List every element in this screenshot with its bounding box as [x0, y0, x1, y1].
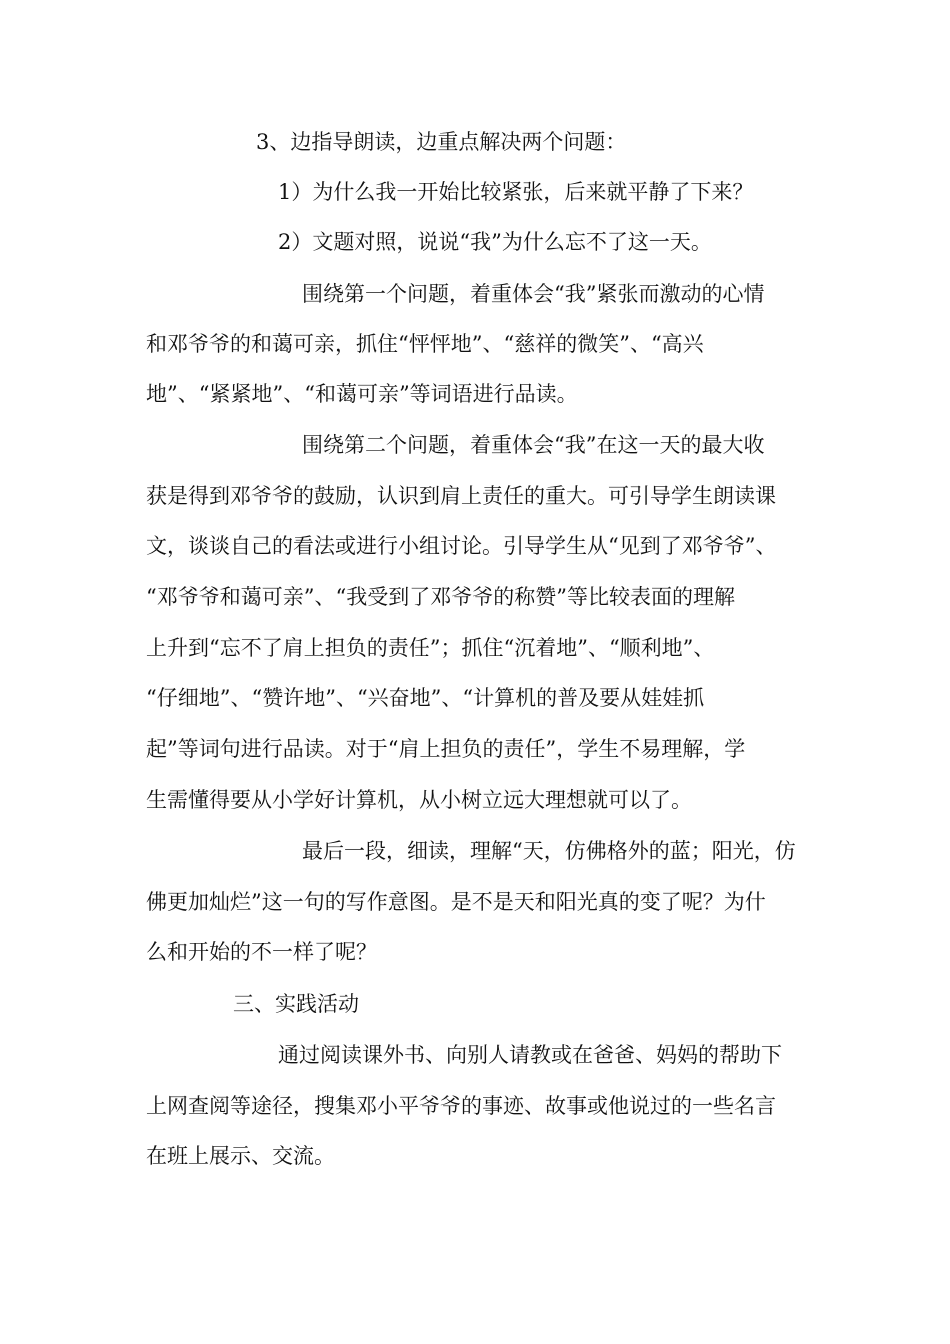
paragraph-line: 最后一段，细读，理解“天，仿佛格外的蓝；阳光，仿: [302, 839, 796, 863]
paragraph-line: 上升到“忘不了肩上担负的责任”；抓住“沉着地”、“顺利地”、: [146, 636, 715, 660]
paragraph-line: 文，谈谈自己的看法或进行小组讨论。引导学生从“见到了邓爷爷”、: [146, 534, 777, 558]
paragraph-line: 上网查阅等途径，搜集邓小平爷爷的事迹、故事或他说过的一些名言: [146, 1094, 776, 1118]
paragraph-line: 地”、“紧紧地”、“和蔼可亲”等词语进行品读。: [146, 382, 578, 406]
paragraph-line: 生需懂得要从小学好计算机，从小树立远大理想就可以了。: [146, 788, 692, 812]
section-heading-practice: 三、实践活动: [233, 992, 359, 1016]
step-3-heading: 3、边指导朗读，边重点解决两个问题：: [256, 130, 627, 154]
question-1: 1）为什么我一开始比较紧张，后来就平静了下来？: [278, 180, 754, 204]
paragraph-line: 获是得到邓爷爷的鼓励，认识到肩上责任的重大。可引导学生朗读课: [146, 484, 776, 508]
paragraph-line: “邓爷爷和蔼可亲”、“我受到了邓爷爷的称赞”等比较表面的理解: [146, 585, 735, 609]
paragraph-line: 么和开始的不一样了呢？: [146, 940, 377, 964]
paragraph-line: 在班上展示、交流。: [146, 1144, 335, 1168]
paragraph-line: “仔细地”、“赞许地”、“兴奋地”、“计算机的普及要从娃娃抓: [146, 686, 705, 710]
question-2: 2）文题对照，说说“我”为什么忘不了这一天。: [278, 230, 712, 254]
paragraph-line: 围绕第一个问题，着重体会“我”紧张而激动的心情: [302, 282, 765, 306]
paragraph-line: 和邓爷爷的和蔼可亲，抓住“怦怦地”、“慈祥的微笑”、“高兴: [146, 332, 704, 356]
paragraph-line: 佛更加灿烂”这一句的写作意图。是不是天和阳光真的变了呢？为什: [146, 890, 766, 914]
paragraph-line: 围绕第二个问题，着重体会“我”在这一天的最大收: [302, 433, 765, 457]
paragraph-line: 通过阅读课外书、向别人请教或在爸爸、妈妈的帮助下: [278, 1043, 782, 1067]
paragraph-line: 起”等词句进行品读。对于“肩上担负的责任”，学生不易理解，学: [146, 737, 746, 761]
